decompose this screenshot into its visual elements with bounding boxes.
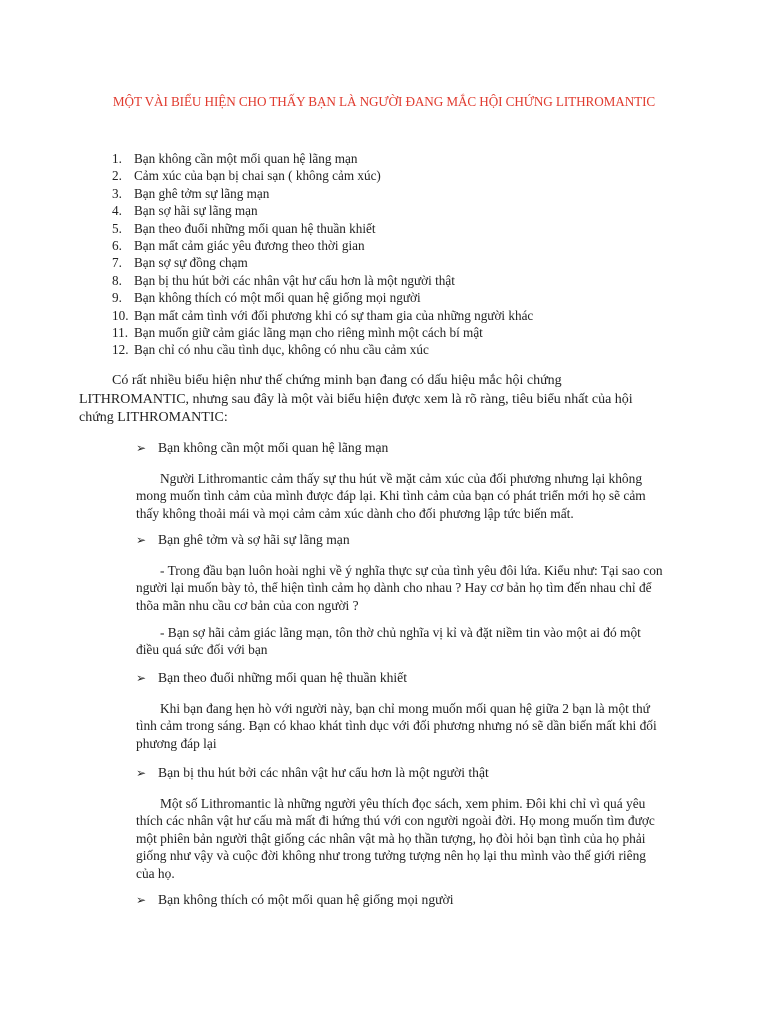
list-number: 2.	[112, 168, 122, 184]
list-text: Bạn không thích có một mối quan hệ giống mọi người	[134, 290, 421, 306]
list-text: Bạn theo đuổi những mối quan hệ thuần khiết	[134, 220, 376, 236]
list-number: 11.	[112, 325, 128, 341]
section-heading-text: Bạn theo đuổi những mối quan hệ thuần khiết	[158, 670, 407, 685]
list-text: Bạn mất cảm giác yêu đương theo thời gian	[134, 238, 365, 254]
text-line: của họ.	[136, 865, 175, 881]
text-line: - Bạn sợ hãi cảm giác lãng mạn, tôn thờ chủ nghĩa vị kỉ và đặt niềm tin vào một ai đó một	[160, 625, 641, 640]
list-number: 12.	[112, 342, 129, 358]
text-line: LITHROMANTIC, nhưng sau đây là một vài biểu hiện được xem là rõ ràng, tiêu biểu nhất của hội	[79, 391, 633, 407]
section-heading-text: Bạn không thích có một mối quan hệ giống mọi người	[158, 892, 454, 907]
list-text: Bạn ghê tởm sự lãng mạn	[134, 185, 270, 201]
list-item	[112, 307, 712, 324]
list-item	[112, 324, 712, 341]
list-text: Cảm xúc của bạn bị chai sạn ( không cảm xúc)	[134, 168, 381, 184]
list-item	[112, 202, 712, 219]
arrow-right-icon: ➢	[136, 532, 147, 547]
list-item	[112, 289, 712, 306]
list-number: 6.	[112, 238, 122, 254]
text-line: thích các nhân vật hư cấu mà mất đi hứng thú với con người ngoài đời. Họ mong muốn tìm được	[136, 813, 655, 829]
list-item	[112, 341, 712, 358]
text-line: Người Lithromantic cảm thấy sự thu hút về mặt cảm xúc của đối phương nhưng lại không	[160, 471, 643, 486]
list-number: 5.	[112, 220, 122, 236]
list-text: Bạn sợ sự đồng chạm	[134, 255, 248, 271]
text-line: thấy không thoải mái và mọi cảm cảm xúc dành cho đối phương lập tức biến mất.	[136, 505, 574, 521]
arrow-right-icon: ➢	[136, 440, 147, 455]
list-number: 9.	[112, 290, 122, 306]
arrow-right-icon: ➢	[136, 892, 147, 907]
list-item	[112, 220, 712, 237]
list-number: 1.	[112, 151, 122, 166]
text-line: thõa mãn nhu cầu cơ bản của con người ?	[136, 597, 359, 613]
section-heading	[136, 892, 453, 908]
text-line: điều quá sức đối với bạn	[136, 642, 268, 658]
section-heading	[136, 532, 350, 548]
text-line: Khi bạn đang hẹn hò với người này, bạn chỉ mong muốn mối quan hệ giữa 2 bạn là một thứ	[160, 701, 650, 716]
text-line: Một số Lithromantic là những người yêu thích đọc sách, xem phim. Đôi khi chỉ vì quá yêu	[160, 796, 646, 811]
text-line: Có rất nhiều biểu hiện như thế chứng minh bạn đang có dấu hiệu mắc hội chứng	[112, 373, 562, 388]
list-item	[112, 185, 712, 202]
list-text: Bạn mất cảm tình với đối phương khi có sự tham gia của những người khác	[134, 307, 534, 323]
list-number: 10.	[112, 307, 129, 323]
list-number: 3.	[112, 185, 122, 201]
section-heading-text: Bạn ghê tởm và sợ hãi sự lãng mạn	[158, 532, 350, 547]
text-line: giống như vậy và cuộc đời không như trong tưởng tượng nên họ lại thu mình vào thế giới riêng	[136, 848, 646, 864]
list-text: Bạn sợ hãi sự lãng mạn	[134, 203, 258, 219]
section-paragraph	[136, 624, 696, 659]
list-item	[112, 167, 712, 184]
section-paragraph	[136, 562, 696, 614]
section-heading	[136, 440, 388, 456]
list-item	[112, 272, 712, 289]
list-item	[112, 150, 712, 167]
list-item	[112, 254, 712, 271]
document-title: MỘT VÀI BIỂU HIỆN CHO THẤY BẠN LÀ NGƯỜI ĐANG MẮC HỘI CHỨNG LITHROMANTIC	[112, 94, 656, 109]
list-number: 7.	[112, 255, 122, 271]
list-text: Bạn muốn giữ cảm giác lãng mạn cho riêng mình một cách bí mật	[134, 325, 483, 341]
arrow-right-icon: ➢	[136, 670, 147, 685]
intro-paragraph	[79, 372, 679, 428]
list-text: Bạn chỉ có nhu cầu tình dục, không có nhu cầu cảm xúc	[134, 342, 429, 358]
list-item	[112, 237, 712, 254]
list-text: Bạn bị thu hút bởi các nhân vật hư cấu hơn là một người thật	[134, 272, 455, 288]
text-line: người lại muốn bày tỏ, thể hiện tình cảm họ dành cho nhau ? Hay cơ bản họ tìm đến nhau chỉ để	[136, 580, 652, 596]
section-heading-text: Bạn không cần một mối quan hệ lãng mạn	[158, 440, 389, 455]
section-heading	[136, 670, 407, 686]
section-paragraph	[136, 700, 696, 752]
list-number: 4.	[112, 203, 122, 219]
text-line: tình cảm trong sáng. Bạn có khao khát tình dục với đối phương nhưng nó sẽ dần biến mất khi đối	[136, 718, 657, 734]
text-line: chứng LITHROMANTIC:	[79, 410, 228, 425]
section-heading	[136, 765, 489, 781]
text-line: một phiên bản người thật giống các nhân vật mà họ thần tượng, họ đòi hỏi bạn tình của họ phải	[136, 830, 646, 846]
symptom-list	[112, 150, 712, 359]
list-number: 8.	[112, 272, 122, 288]
section-paragraph	[136, 795, 696, 882]
arrow-right-icon: ➢	[136, 765, 147, 780]
list-text: Bạn không cần một mối quan hệ lãng mạn	[134, 151, 358, 166]
text-line: phương đáp lại	[136, 735, 217, 751]
section-heading-text: Bạn bị thu hút bởi các nhân vật hư cấu hơn là một người thật	[158, 765, 489, 780]
text-line: - Trong đầu bạn luôn hoài nghi về ý nghĩa thực sự của tình yêu đôi lứa. Kiểu như: Tại sao con	[160, 563, 663, 578]
text-line: mong muốn tình cảm của mình được đáp lại. Khi tình cảm của bạn có phát triển mới họ sẽ cảm	[136, 488, 646, 504]
section-paragraph	[136, 470, 696, 522]
